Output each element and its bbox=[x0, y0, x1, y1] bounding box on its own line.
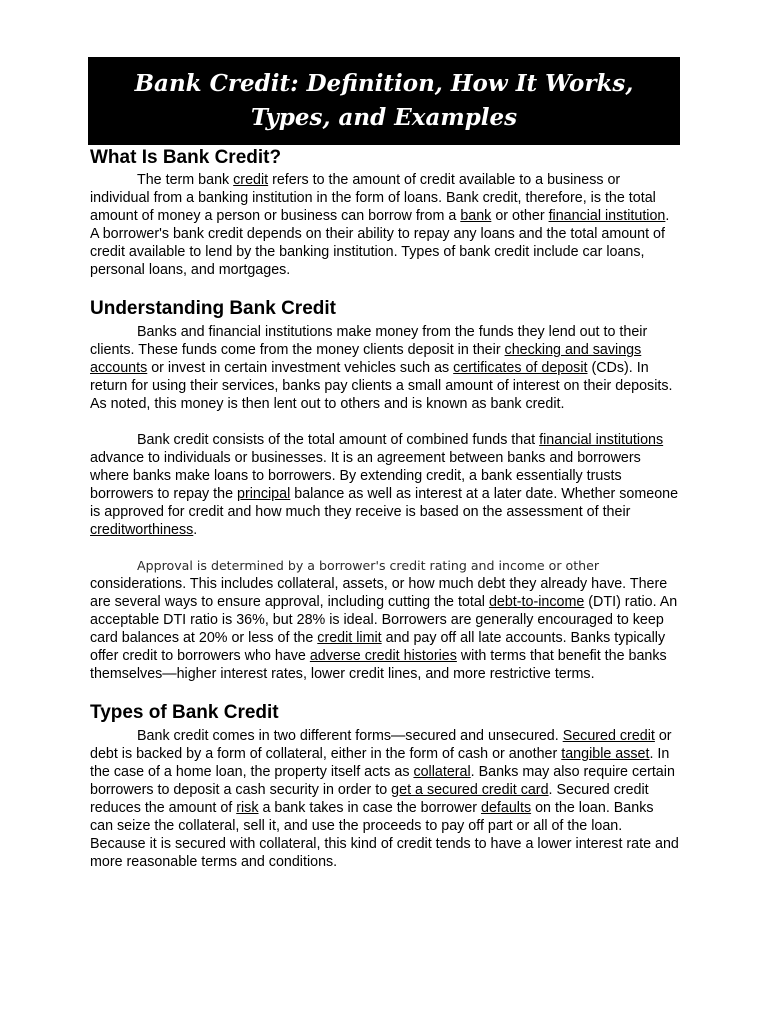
text-span: (CDs). In return for using their services, banks pay clients a small amount of interest on their deposits. As noted, this money is then lent out to others and is known as bank credit. bbox=[90, 360, 673, 412]
paragraph-understanding-3 bbox=[90, 557, 680, 683]
link-certificates-of-deposit[interactable]: certificates of deposit bbox=[453, 360, 588, 376]
paragraph-what-is-bank-credit bbox=[90, 171, 680, 279]
page-title: Bank Credit: Definition, How It Works, Types, and Examples bbox=[134, 70, 634, 131]
heading-understanding-bank-credit: Understanding Bank Credit bbox=[90, 298, 336, 319]
link-creditworthiness[interactable]: creditworthiness bbox=[90, 522, 194, 538]
text-span: a bank takes in case the borrower bbox=[258, 800, 482, 816]
text-span: Banks and financial institutions make money from the funds they lend out to their clients. These funds come from the money clients deposit in their bbox=[90, 324, 648, 358]
text-span: . bbox=[193, 522, 198, 538]
title-banner bbox=[88, 57, 680, 145]
approval-lead-text: Approval is determined by a borrower's credit rating and income or other bbox=[137, 558, 600, 573]
text-span: The term bank bbox=[137, 172, 234, 188]
text-span: (DTI) ratio. An acceptable DTI ratio is 36%, but 28% is ideal. Borrowers are generally encouraged to keep card balances at 20% or less of the bbox=[90, 594, 678, 646]
paragraph-understanding-1 bbox=[90, 323, 680, 413]
text-span: and pay off all late accounts. Banks typically offer credit to borrowers who have bbox=[90, 630, 666, 664]
text-span: balance as well as interest at a later date. Whether someone is approved for credit and how much they receive is based on the assessment of their bbox=[90, 486, 679, 520]
text-span: considerations. This includes collateral, assets, or how much debt they already have. There are several ways to ensure approval, including cutting the total bbox=[90, 576, 668, 610]
text-span: Bank credit comes in two different forms—secured and unsecured. bbox=[137, 728, 563, 744]
link-defaults[interactable]: defaults bbox=[481, 800, 532, 816]
text-span: or invest in certain investment vehicles such as bbox=[147, 360, 454, 376]
heading-types-of-bank-credit: Types of Bank Credit bbox=[90, 702, 279, 723]
link-debt-to-income[interactable]: debt-to-income bbox=[488, 594, 585, 610]
link-credit-limit[interactable]: credit limit bbox=[317, 630, 382, 646]
text-span: or other bbox=[491, 208, 549, 224]
link-principal[interactable]: principal bbox=[237, 486, 291, 502]
link-tangible-asset[interactable]: tangible asset bbox=[561, 746, 650, 762]
text-span: Bank credit consists of the total amount of combined funds that bbox=[137, 432, 540, 448]
text-span: refers to the amount of credit available to a business or individual from a banking institution in the form of loans. Bank credit, therefore, is the total amount of money a person or business can borrow from a bbox=[90, 172, 656, 224]
text-span: . A borrower's bank credit depends on their ability to repay any loans and the total amount of credit available to lend by the banking institution. Types of bank credit include car loans, personal loans, and mortgages. bbox=[90, 208, 670, 278]
text-span: on the loan. Banks can seize the collateral, sell it, and use the proceeds to pay off part or all of the loan. Because it is secured with collateral, this kind of credit tends to have a lower interest rate and more reasonable terms and conditions. bbox=[90, 800, 679, 870]
link-secured-credit[interactable]: Secured credit bbox=[562, 728, 655, 744]
link-collateral[interactable]: collateral bbox=[413, 764, 471, 780]
text-span: with terms that benefit the banks themselves—higher interest rates, lower credit lines, and more restrictive terms. bbox=[90, 648, 667, 682]
link-adverse-credit-histories[interactable]: adverse credit histories bbox=[309, 648, 457, 664]
text-span: . In the case of a home loan, the property itself acts as bbox=[90, 746, 670, 780]
text-span: or debt is backed by a form of collateral, either in the form of cash or another bbox=[90, 728, 672, 762]
text-span: . Banks may also require certain borrowers to deposit a cash security in order to bbox=[90, 764, 675, 798]
link-financial-institutions[interactable]: financial institutions bbox=[539, 432, 664, 448]
text-span: advance to individuals or businesses. It is an agreement between banks and borrowers where banks make loans to borrowers. By extending credit, a bank essentially trusts borrowers to repay the bbox=[90, 450, 641, 502]
link-bank[interactable]: bank bbox=[460, 208, 492, 224]
link-checking-savings-accounts[interactable]: checking and savings accounts bbox=[90, 342, 642, 376]
link-get-a-secured-credit-card[interactable]: get a secured credit card bbox=[391, 782, 549, 798]
link-risk[interactable]: risk bbox=[236, 800, 259, 816]
heading-what-is-bank-credit: What Is Bank Credit? bbox=[90, 147, 282, 168]
paragraph-understanding-2 bbox=[90, 431, 680, 539]
text-span: . Secured credit reduces the amount of bbox=[90, 782, 649, 816]
paragraph-types-1 bbox=[90, 727, 680, 871]
article-body bbox=[90, 146, 680, 871]
link-financial-institution[interactable]: financial institution bbox=[548, 208, 666, 224]
link-credit[interactable]: credit bbox=[233, 172, 269, 188]
